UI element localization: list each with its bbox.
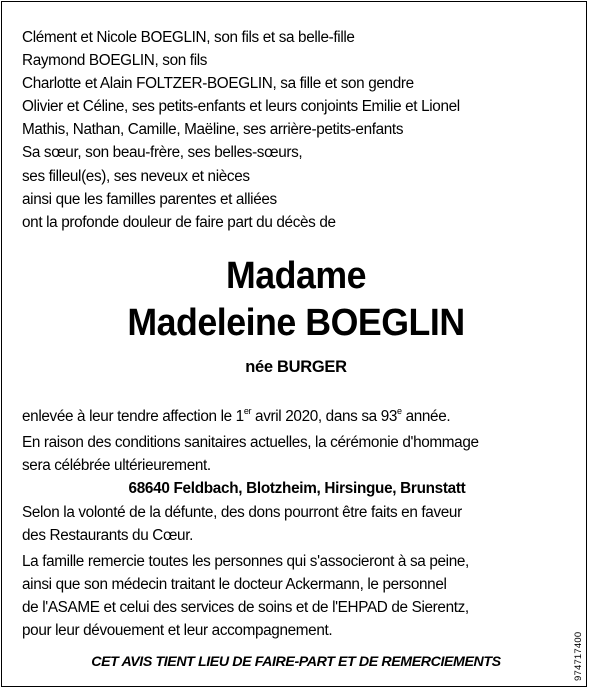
- thanks-line: de l'ASAME et celui des services de soins et de l'EHPAD de Sierentz,: [22, 599, 469, 616]
- thanks-line: pour leur dévouement et leur accompagnement.: [22, 622, 333, 639]
- reference-number: 974717400: [573, 631, 584, 681]
- family-list: [22, 26, 562, 234]
- maiden-name: née BURGER: [245, 358, 347, 376]
- family-line: Sa sœur, son beau-frère, ses belles-sœurs,: [22, 144, 303, 162]
- family-line: Mathis, Nathan, Camille, Maëline, ses arrière-petits-enfants: [22, 121, 404, 139]
- deceased-title: Madame: [225, 255, 367, 297]
- family-line: ainsi que les familles parentes et alliées: [22, 190, 277, 208]
- donation-line: des Restaurants du Cœur.: [22, 527, 193, 544]
- family-line: Raymond BOEGLIN, son fils: [22, 52, 208, 70]
- deceased-full-name: Madeleine BOEGLIN: [127, 302, 465, 344]
- donation-line: Selon la volonté de la défunte, des dons pourront être faits en faveur: [22, 504, 462, 521]
- ceremony-line: sera célébrée ultérieurement.: [22, 457, 211, 474]
- notice-body: [22, 405, 572, 642]
- ceremony-line: En raison des conditions sanitaires actuelles, la cérémonie d'hommage: [22, 434, 479, 451]
- cities-line: 68640 Feldbach, Blotzheim, Hirsingue, Brunstatt: [128, 480, 466, 497]
- announcement-line: ont la profonde douleur de faire part du décès de: [22, 213, 336, 231]
- family-line: ses filleul(es), ses neveux et nièces: [22, 167, 250, 185]
- family-line: Olivier et Céline, ses petits-enfants et leurs conjoints Emilie et Lionel: [22, 98, 460, 116]
- deceased-name-block: [2, 253, 590, 378]
- footer-notice: CET AVIS TIENT LIEU DE FAIRE-PART ET DE REMERCIEMENTS: [91, 654, 501, 670]
- death-date-line: enlevée à leur tendre affection le 1er avril 2020, dans sa 93e année.: [22, 406, 451, 425]
- family-line: Clément et Nicole BOEGLIN, son fils et sa belle-fille: [22, 29, 355, 46]
- thanks-line: La famille remercie toutes les personnes qui s'associeront à sa peine,: [22, 553, 469, 570]
- obituary-notice: [1, 1, 587, 687]
- thanks-line: ainsi que son médecin traitant le docteur Ackermann, le personnel: [22, 576, 447, 593]
- family-line: Charlotte et Alain FOLTZER-BOEGLIN, sa fille et son gendre: [22, 75, 414, 93]
